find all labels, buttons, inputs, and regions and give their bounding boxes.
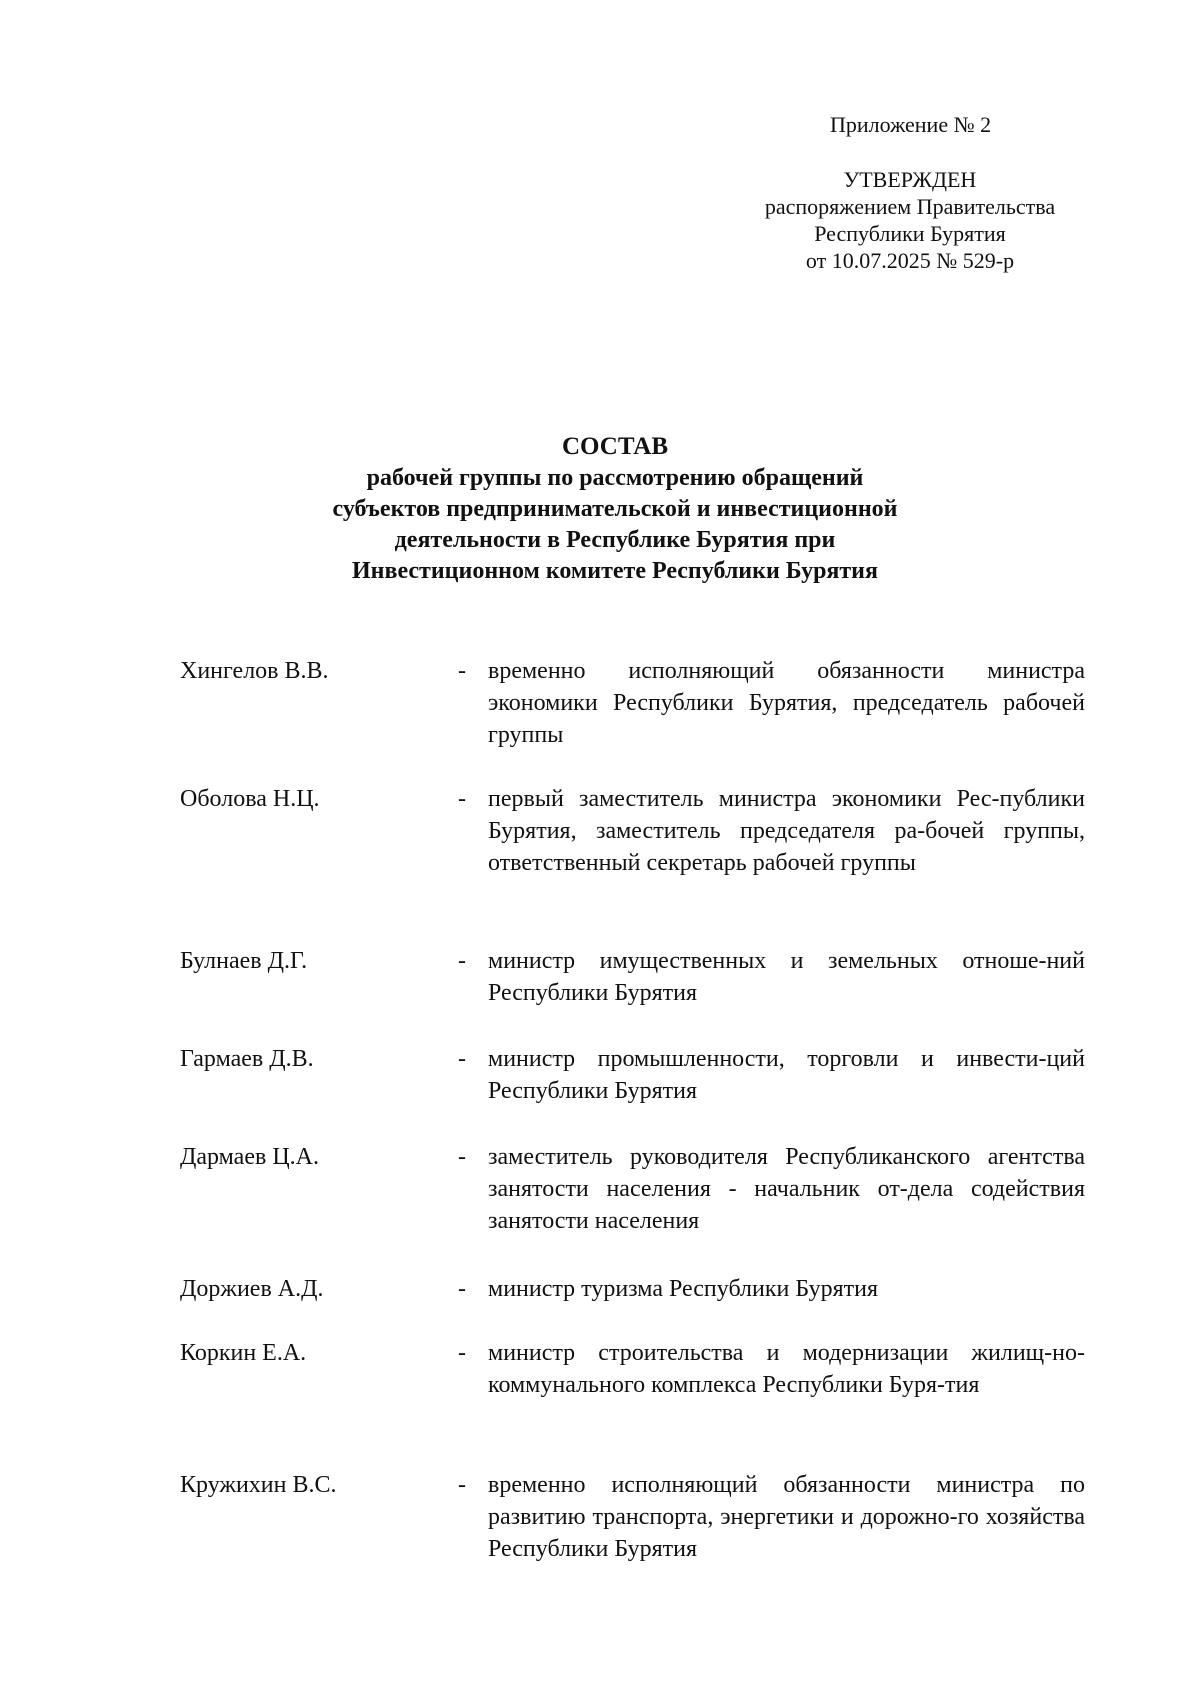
member-role: министр имущественных и земельных отноше-ний Республики Бурятия — [488, 948, 1085, 1006]
appendix-label: Приложение № 2 — [830, 112, 992, 137]
member-item — [180, 1337, 1085, 1469]
member-role: министр туризма Республики Бурятия — [488, 1276, 878, 1302]
approval-block — [740, 166, 1080, 274]
members-list — [180, 655, 1085, 1589]
member-name: Доржиев А.Д. — [180, 1276, 324, 1302]
document-title: СОСТАВ — [561, 433, 669, 460]
member-name: Дармаев Ц.А. — [180, 1144, 319, 1170]
member-role: первый заместитель министра экономики Рес-публики Бурятия, заместитель председателя ра-бочей группы, ответственный секретарь рабочей группы — [488, 786, 1085, 876]
member-dash: - — [458, 1340, 466, 1366]
title-line-1: рабочей группы по рассмотрению обращений — [366, 465, 864, 491]
member-dash: - — [458, 786, 466, 812]
member-dash: - — [458, 658, 466, 684]
member-item — [180, 655, 1085, 783]
approval-line-2: Республики Бурятия — [814, 221, 1006, 246]
member-name: Хингелов В.В. — [180, 658, 329, 684]
member-item — [180, 945, 1085, 1043]
member-role: министр промышленности, торговли и инвести-ций Республики Бурятия — [488, 1046, 1085, 1104]
member-role: министр строительства и модернизации жилищ-но-коммунального комплекса Республики Буря-тия — [488, 1340, 1085, 1398]
member-name: Гармаев Д.В. — [180, 1046, 314, 1072]
member-item — [180, 1273, 1085, 1337]
member-name: Кружихин В.С. — [180, 1472, 337, 1498]
member-role: временно исполняющий обязанности министра экономики Республики Бурятия, председатель рабочей группы — [488, 658, 1085, 748]
member-role: заместитель руководителя Республиканского агентства занятости населения - начальник от-дела содействия занятости населения — [488, 1144, 1085, 1234]
title-line-3: деятельности в Республике Бурятия при — [394, 527, 836, 553]
member-dash: - — [458, 1276, 466, 1302]
member-role: временно исполняющий обязанности министра по развитию транспорта, энергетики и дорожно-го хозяйства Республики Бурятия — [488, 1472, 1085, 1562]
member-dash: - — [458, 948, 466, 974]
title-line-2: субъектов предпринимательской и инвестиционной — [332, 496, 898, 522]
title-line-4: Инвестиционном комитете Республики Бурятия — [352, 558, 878, 584]
member-item — [180, 1469, 1085, 1589]
member-name: Булнаев Д.Г. — [180, 948, 308, 974]
member-dash: - — [458, 1046, 466, 1072]
approval-status: УТВЕРЖДЕН — [843, 167, 977, 192]
member-dash: - — [458, 1144, 466, 1170]
member-item — [180, 1141, 1085, 1273]
approval-line-3: от 10.07.2025 № 529-р — [805, 248, 1015, 273]
member-item — [180, 783, 1085, 945]
member-item — [180, 1043, 1085, 1141]
member-dash: - — [458, 1472, 466, 1498]
approval-line-1: распоряжением Правительства — [764, 194, 1056, 219]
title-block — [200, 430, 1030, 587]
member-name: Коркин Е.А. — [180, 1340, 307, 1366]
member-name: Оболова Н.Ц. — [180, 786, 320, 812]
